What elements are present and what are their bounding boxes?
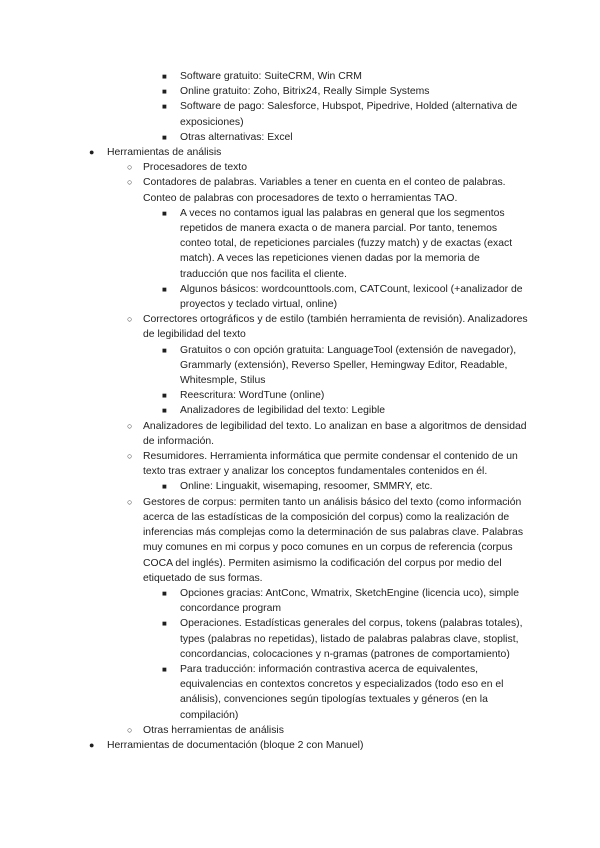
list-item-text: Online: Linguakit, wisemaping, resoomer, SMMRY, etc.	[180, 481, 433, 493]
list-item-text: Otras alternativas: Excel	[180, 131, 293, 143]
list-item	[0, 449, 528, 479]
list-item-text: Online gratuito: Zoho, Bitrix24, Really Simple Systems	[180, 86, 430, 98]
circle-bullet-icon: ○	[127, 724, 133, 735]
list-item-text: Herramientas de documentación (bloque 2 con Manuel)	[107, 739, 364, 751]
square-bullet-icon: ■	[162, 87, 167, 97]
list-item-text: Opciones gracias: AntConc, Wmatrix, SketchEngine (licencia uco), simple concordance program	[180, 587, 519, 615]
list-item-text: Operaciones. Estadísticas generales del corpus, tokens (palabras totales), types (palabras no repetidas), listado de palabras palabras clave, stoplist, concordancias, colocaciones y n-gramas (patrones de comportamiento)	[180, 618, 523, 660]
list-item	[0, 419, 528, 449]
list-item-text: Gratuitos o con opción gratuita: LanguageTool (extensión de navegador), Grammarly (extensión), Reverso Speller, Hemingway Editor, Readable, Whitesmple, Stilus	[180, 344, 517, 387]
list-item	[0, 312, 528, 342]
list-item	[0, 403, 530, 418]
list-item-text: Reescritura: WordTune (online)	[180, 390, 325, 402]
list-item-text: Otras herramientas de análisis	[143, 724, 284, 736]
list-item	[0, 479, 530, 494]
square-bullet-icon: ■	[162, 208, 167, 218]
list-item-text: Analizadores de legibilidad del texto. Lo analizan en base a algoritmos de densidad de información.	[143, 420, 527, 447]
square-bullet-icon: ■	[162, 619, 167, 629]
list-item	[0, 145, 527, 160]
circle-bullet-icon: ○	[127, 314, 133, 325]
list-item	[0, 495, 528, 586]
list-item	[0, 160, 528, 175]
square-bullet-icon: ■	[162, 391, 167, 401]
list-item	[0, 282, 530, 312]
list-item	[0, 99, 530, 129]
document-page	[0, 69, 600, 753]
circle-bullet-icon: ○	[127, 162, 133, 173]
square-bullet-icon: ■	[162, 132, 167, 142]
list-item	[0, 206, 530, 282]
list-item-text: Resumidores. Herramienta informática que permite condensar el contenido de un texto tras extraer y analizar los conceptos fundamentales contenidos en él.	[143, 451, 518, 478]
square-bullet-icon: ■	[162, 588, 167, 598]
list-item-text: Algunos básicos: wordcounttools.com, CATCount, lexicool (+analizador de proyectos y teclado virtual, online)	[180, 283, 523, 311]
disc-bullet-icon: ●	[89, 147, 95, 158]
list-item	[0, 84, 530, 99]
list-item	[0, 388, 530, 403]
circle-bullet-icon: ○	[127, 496, 133, 507]
list-item-text: Herramientas de análisis	[107, 147, 222, 159]
disc-bullet-icon: ●	[89, 739, 95, 750]
list-item	[0, 662, 530, 723]
list-item-text: Procesadores de texto	[143, 162, 247, 174]
list-item	[0, 738, 527, 753]
square-bullet-icon: ■	[162, 345, 167, 355]
square-bullet-icon: ■	[162, 482, 167, 492]
list-item-text: A veces no contamos igual las palabras en general que los segmentos repetidos de manera exacta o de manera parcial. Por tanto, tenemos conteo total, de repeticiones parciales (fuzzy match) y de exactas (exact match). A veces las repeticiones vienen dadas por la memoria de traducción que nos facilita el cliente.	[180, 207, 513, 280]
list-item-text: Correctores ortográficos y de estilo (también herramienta de revisión). Analizadores de legibilidad del texto	[143, 314, 528, 341]
circle-bullet-icon: ○	[127, 177, 133, 188]
square-bullet-icon: ■	[162, 284, 167, 294]
list-item-text: Gestores de corpus: permiten tanto un análisis básico del texto (como información acerca de las estadísticas de la composición del corpus) como la realización de inferencias más complejas como la determinación de sus palabras clave. Palabras muy comunes en mi corpus y poco comunes en un corpus de referencia (corpus COCA del inglés). Permiten asimismo la codificación del corpus por medio del etiquetado de sus formas.	[143, 496, 524, 584]
list-item	[0, 343, 530, 389]
list-item-text: Para traducción: información contrastiva acerca de equivalentes, equivalencias en contextos concretos y especializados (todo eso en el análisis), convenciones según tipologías textuales y géneros (en la compilación)	[180, 663, 504, 721]
list-item	[0, 175, 528, 205]
circle-bullet-icon: ○	[127, 420, 133, 431]
list-item	[0, 616, 530, 662]
list-item	[0, 723, 528, 738]
list-item-text: Contadores de palabras. Variables a tener en cuenta en el conteo de palabras. Conteo de palabras con procesadores de texto o herramientas TAO.	[143, 177, 506, 204]
square-bullet-icon: ■	[162, 664, 167, 674]
list-item	[0, 586, 530, 616]
list-item-text: Software gratuito: SuiteCRM, Win CRM	[180, 71, 362, 82]
list-item-text: Software de pago: Salesforce, Hubspot, Pipedrive, Holded (alternativa de exposiciones)	[180, 101, 518, 128]
circle-bullet-icon: ○	[127, 451, 133, 462]
square-bullet-icon: ■	[162, 72, 167, 81]
square-bullet-icon: ■	[162, 406, 167, 416]
list-item	[0, 130, 530, 145]
list-item-text: Analizadores de legibilidad del texto: Legible	[180, 405, 386, 417]
list-item	[0, 69, 530, 84]
square-bullet-icon: ■	[162, 102, 167, 112]
